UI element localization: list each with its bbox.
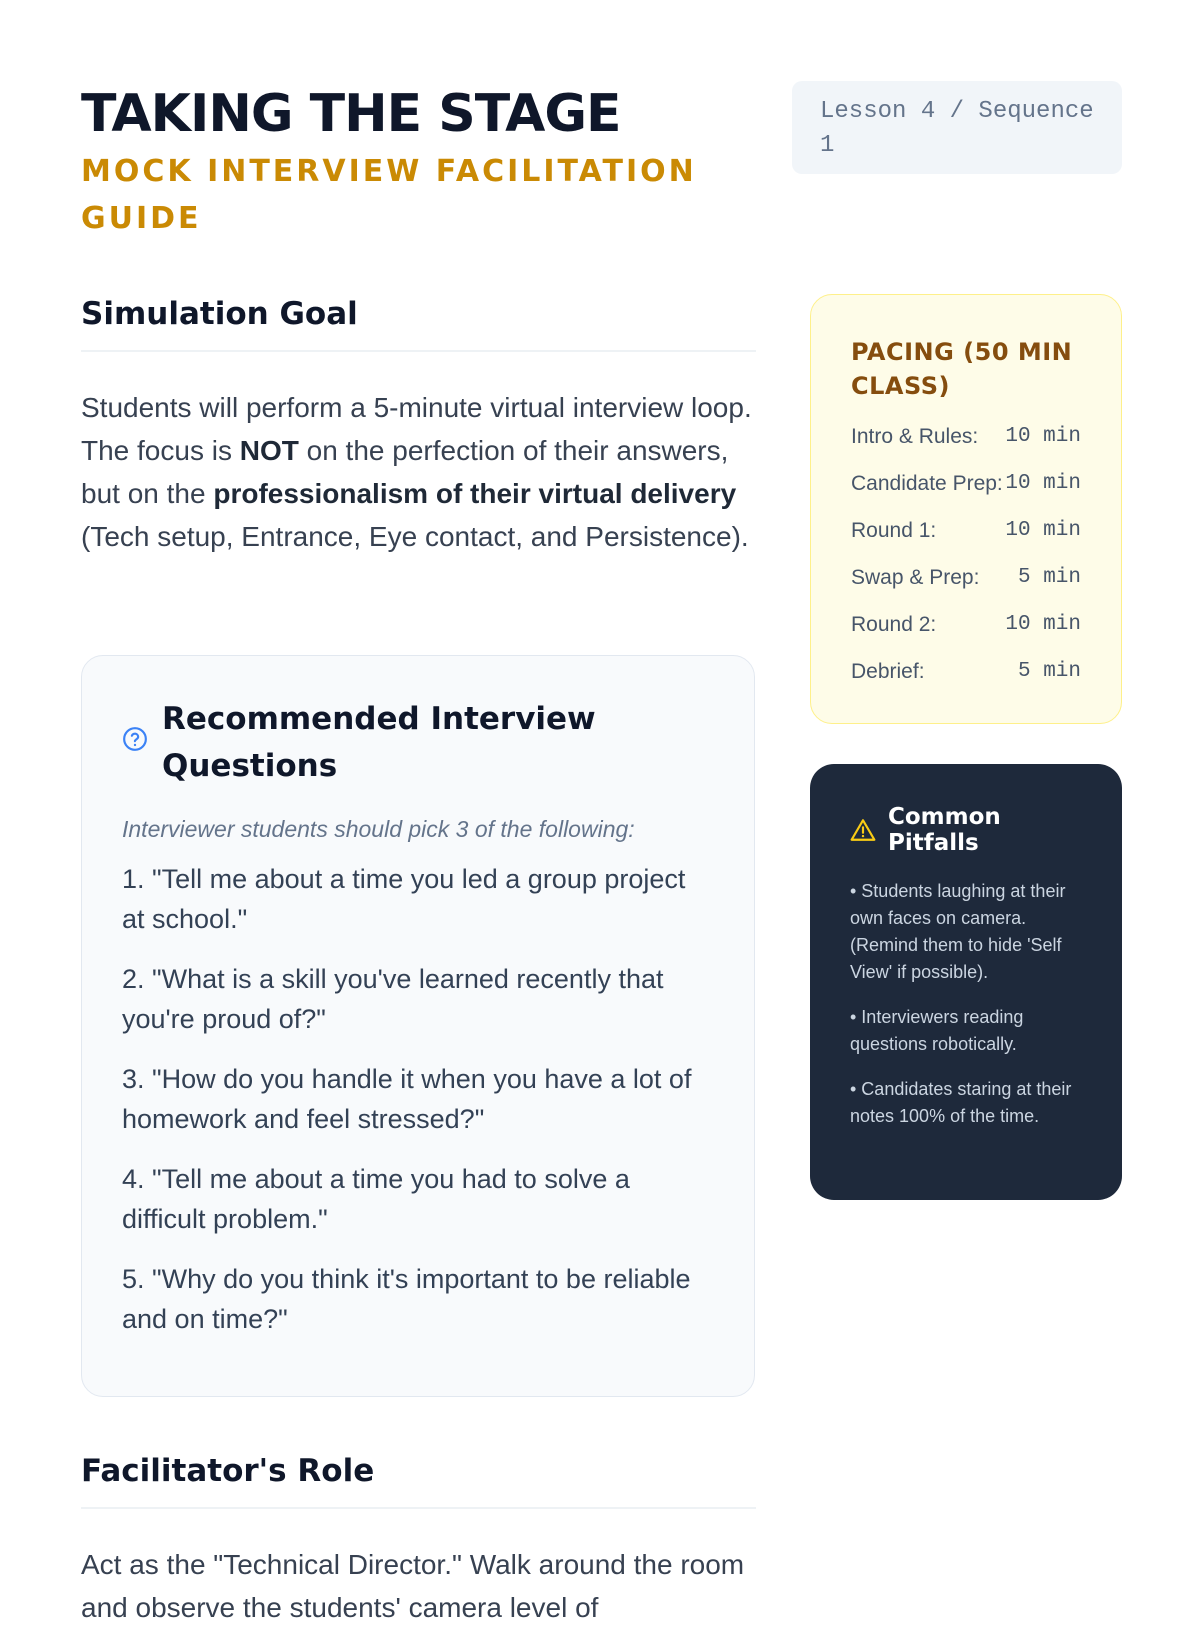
pacing-time: 10 min bbox=[1005, 613, 1081, 636]
pitfalls-header bbox=[850, 804, 1082, 856]
emphasis-not: NOT bbox=[239, 435, 299, 466]
question-item: 5. "Why do you think it's important to be reliable and on time?" bbox=[122, 1264, 691, 1334]
simulation-goal-text: Students will perform a 5-minute virtual interview loop. The focus is NOT on the perfection of their answers, but on the professionalism of their virtual delivery (Tech setup, Entrance, Eye contact, and Persistence). bbox=[81, 392, 752, 552]
questions-list bbox=[122, 859, 714, 1339]
pacing-label: Debrief: bbox=[851, 659, 925, 683]
interview-questions-card bbox=[81, 655, 755, 1397]
pitfalls-title: Common Pitfalls bbox=[888, 804, 1001, 856]
pacing-row bbox=[851, 601, 1081, 648]
simulation-goal-heading: Simulation Goal bbox=[81, 296, 756, 352]
pacing-label: Round 1: bbox=[851, 518, 937, 542]
facilitator-role-text: Act as the "Technical Director." Walk around the room and observe the students' camera level of bbox=[81, 1549, 745, 1623]
pacing-label: Round 2: bbox=[851, 612, 937, 636]
pacing-time: 10 min bbox=[1005, 472, 1081, 495]
pacing-card bbox=[810, 294, 1122, 724]
pitfalls-card bbox=[810, 764, 1122, 1200]
pitfall-item: • Students laughing at their own faces on camera. (Remind them to hide 'Self View' if possible). bbox=[850, 881, 1066, 982]
pacing-row bbox=[851, 413, 1081, 460]
pacing-time: 5 min bbox=[1017, 660, 1081, 683]
question-item: 2. "What is a skill you've learned recently that you're proud of?" bbox=[122, 964, 664, 1034]
pacing-time: 10 min bbox=[1005, 425, 1081, 448]
questions-header bbox=[122, 696, 714, 790]
questions-title: Recommended Interview Questions bbox=[162, 701, 596, 784]
pacing-time: 5 min bbox=[1017, 566, 1081, 589]
pacing-label: Swap & Prep: bbox=[851, 565, 980, 589]
pacing-label: Candidate Prep: bbox=[851, 471, 1003, 495]
warning-icon bbox=[850, 818, 876, 842]
question-item: 3. "How do you handle it when you have a lot of homework and feel stressed?" bbox=[122, 1064, 692, 1134]
pitfall-item: • Interviewers reading questions robotically. bbox=[850, 1007, 1024, 1054]
question-circle-icon bbox=[122, 726, 148, 752]
pacing-row bbox=[851, 460, 1081, 507]
facilitator-role-heading: Facilitator's Role bbox=[81, 1453, 756, 1509]
lesson-badge: Lesson 4 / Sequence 1 bbox=[792, 81, 1122, 174]
question-item: 1. "Tell me about a time you led a group project at school." bbox=[122, 864, 686, 934]
pacing-title: PACING (50 MIN CLASS) bbox=[851, 338, 1073, 400]
pitfall-item: • Candidates staring at their notes 100% of the time. bbox=[850, 1079, 1072, 1126]
pacing-row bbox=[851, 648, 1081, 695]
page-subtitle: MOCK INTERVIEW FACILITATION GUIDE bbox=[81, 154, 697, 236]
questions-instruction: Interviewer students should pick 3 of the following: bbox=[122, 816, 635, 842]
page-title: TAKING THE STAGE bbox=[81, 84, 621, 144]
pacing-time: 10 min bbox=[1005, 519, 1081, 542]
pacing-row bbox=[851, 554, 1081, 601]
question-item: 4. "Tell me about a time you had to solve a difficult problem." bbox=[122, 1164, 630, 1234]
pacing-row bbox=[851, 507, 1081, 554]
emphasis-professionalism: professionalism of their virtual delivery bbox=[213, 478, 737, 509]
pacing-label: Intro & Rules: bbox=[851, 424, 979, 448]
